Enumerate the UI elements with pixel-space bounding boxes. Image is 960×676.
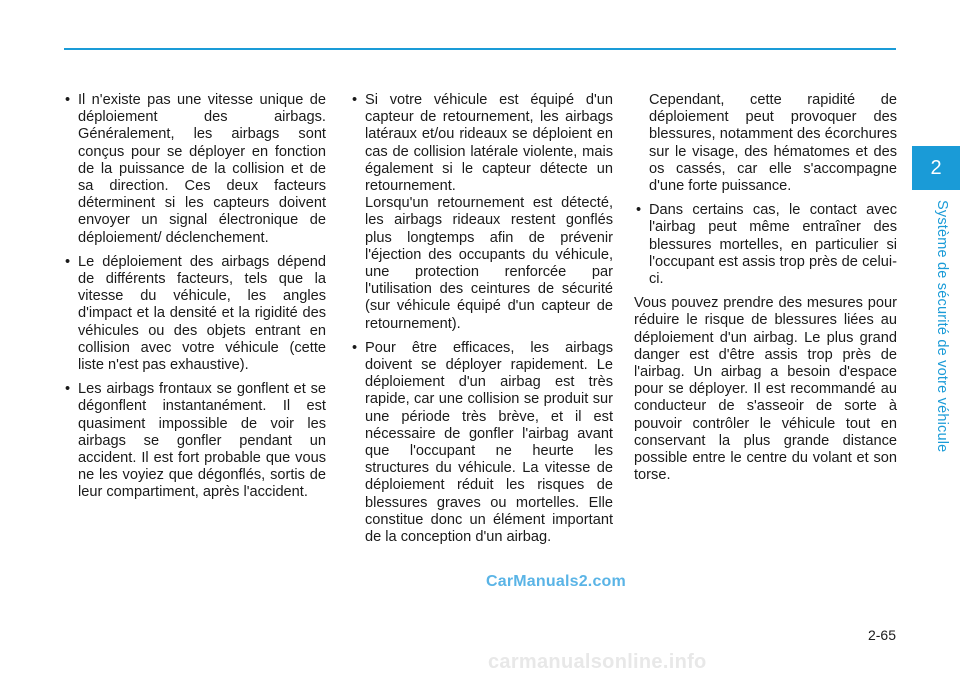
- chapter-number: 2: [930, 156, 942, 179]
- list-item-text: Les airbags frontaux se gonflent et se dégonflent instantanément. Il est quasiment impossible de voir les airbags se gonfler pendant un accident. Il est fort probable que vous ne les voyiez que dégonflés, sortis de leur compartiment, après l'accident.: [78, 381, 326, 501]
- chapter-title: Système de sécurité de votre véhicule: [934, 200, 950, 453]
- list-item-text: Il n'existe pas une vitesse unique de déploiement des airbags. Généralement, les airbags sont conçus pour se déployer en fonction de la puissance de la collision et de sa direction. Ces deux facteurs déterminent si les capteurs doivent envoyer un signal électronique de déploiement/ déclenchement.: [78, 92, 326, 246]
- list-item: [63, 92, 326, 247]
- bullet-icon: •: [352, 339, 358, 356]
- list-item: [63, 381, 326, 501]
- list-item: [634, 202, 897, 288]
- bullet-icon: •: [65, 92, 71, 108]
- list-item-text: Si votre véhicule est équipé d'un capteur de retournement, les airbags latéraux et/ou rideaux se déploient en cas de collision latérale violente, mais également si le capteur détecte un retournement.: [365, 92, 613, 195]
- header-rule: [64, 48, 896, 50]
- bullet-icon: •: [65, 253, 71, 270]
- bullet-list-1: [63, 92, 326, 502]
- text-column-3: [634, 92, 897, 491]
- page-number: 2-65: [867, 627, 896, 643]
- list-item: [63, 254, 326, 374]
- bullet-icon: •: [352, 92, 358, 108]
- text-column-2: [350, 92, 613, 553]
- continued-paragraph: Cependant, cette rapidité de déploiement peut provoquer des blessures, notamment des écorchures sur le visage, des hématomes et des os cassés, car elle s'accompagne d'une forte puissance.: [649, 92, 897, 195]
- footer-watermark: carmanualsonline.info: [488, 651, 707, 673]
- list-item-text: Pour être efficaces, les airbags doivent se déployer rapidement. Le déploiement d'un airbag est très rapide, car une collision se produit sur une période très brève, et il est nécessaire de gonfler l'airbag avant que l'occupant ne heurte les structures du véhicule. La vitesse de déploiement réduit les risques de blessures graves ou mortelles. Elle constitue donc un élément important de la conception d'un airbag.: [365, 339, 613, 546]
- list-item-text: Le déploiement des airbags dépend de différents facteurs, tels que la vitesse du véhicule, les angles d'impact et la densité et la rigidité des véhicules ou des objets entrant en collision avec votre véhicule (cette liste n'est pas exhaustive).: [78, 253, 326, 374]
- list-item-text: Dans certains cas, le contact avec l'airbag peut même entraîner des blessures mortelles, en particulier si l'occupant est assis trop près de celui-ci.: [649, 202, 897, 288]
- text-column-1: [63, 92, 326, 509]
- watermark-link[interactable]: CarManuals2.com: [486, 573, 626, 590]
- list-item: [350, 92, 613, 333]
- body-paragraph: Vous pouvez prendre des mesures pour réduire le risque de blessures liées au déploiement d'un airbag. Le plus grand danger est d'être assis trop près de l'airbag. Un airbag a besoin d'espace pour se déployer. Il est recommandé au conducteur de s'asseoir de sorte à pouvoir contrôler le véhicule tout en conservant la plus grande distance possible entre le centre du volant et son torse.: [634, 295, 897, 484]
- bullet-icon: •: [65, 381, 71, 398]
- bullet-list-3: [634, 202, 897, 288]
- list-item-text-continued: Lorsqu'un retournement est détecté, les airbags rideaux restent gonflés plus longtemps afin de prévenir l'éjection des occupants du véhicule, une protection renforcée par l'utilisation des ceintures de sécurité (sur véhicule équipé d'un capteur de retournement).: [365, 195, 613, 332]
- chapter-number-tab[interactable]: [912, 146, 960, 190]
- bullet-icon: •: [636, 202, 642, 219]
- bullet-list-2: [350, 92, 613, 546]
- list-item: [350, 340, 613, 546]
